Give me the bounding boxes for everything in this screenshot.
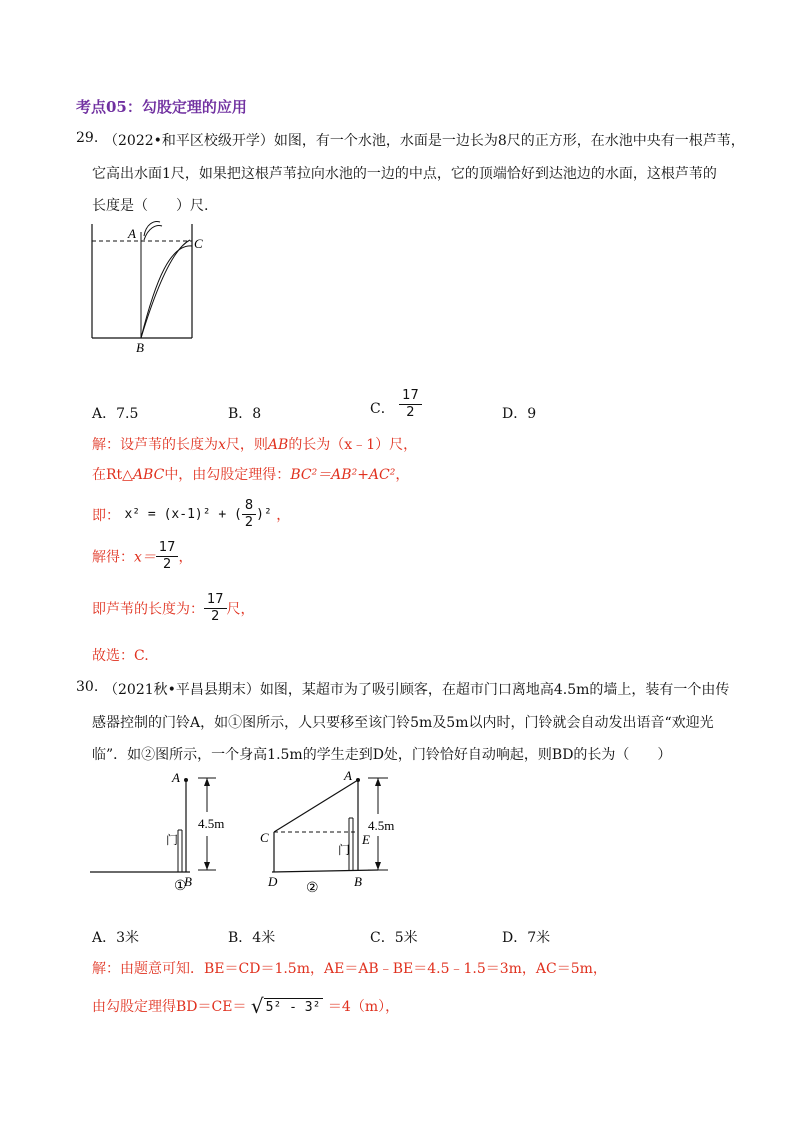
label: 解得： [92, 549, 134, 566]
label: 即： [92, 507, 120, 524]
option-b: B．8 [228, 406, 262, 422]
option-a: A．7.5 [92, 406, 139, 422]
solution-line-2 [92, 464, 409, 484]
text: ， [276, 507, 291, 524]
numerator: 17 [156, 540, 179, 557]
fraction [204, 592, 227, 625]
label-a: A [344, 768, 352, 783]
question-text-line: 长度是（ ）尺. [92, 198, 209, 214]
label-e: E [362, 832, 370, 847]
question-text-line: 它高出水面1尺，如果把这根芦苇拉向水池的一边的中点，它的顶端恰好到达池边的水面，这根芦苇的 [92, 166, 717, 182]
solution-line-2 [92, 996, 399, 1016]
option-a: A．3米 [92, 930, 140, 946]
figure-number: ① [174, 879, 187, 894]
text: 的长为（x﹣1）尺， [288, 437, 418, 453]
fraction [156, 540, 179, 573]
option-c: C．5米 [370, 930, 418, 946]
solution-line-4 [92, 540, 192, 573]
var-abc: ABC [132, 467, 165, 483]
text: 中，由勾股定理得： [164, 467, 291, 483]
var-ab: AB [267, 437, 289, 453]
question-number: 29. [76, 130, 99, 146]
text: 尺， [226, 601, 255, 618]
fraction [399, 388, 422, 421]
option-c [370, 388, 422, 421]
option-d: D．7米 [502, 930, 551, 946]
solution-line-1 [92, 434, 417, 454]
equation: BC²＝AB²+AC² [290, 467, 396, 483]
label-d: D [268, 874, 278, 889]
label-c: C [260, 830, 269, 845]
denominator: 2 [244, 515, 254, 530]
label-a: A [128, 226, 136, 241]
equation-left: x² = (x-1)² + ( [124, 507, 242, 522]
height-label: 4.5m [368, 818, 395, 833]
text: 在Rt△ [92, 467, 133, 483]
sqrt-sign: √ [250, 994, 264, 1018]
numerator: 17 [399, 388, 422, 405]
label-b: B [354, 874, 362, 889]
denominator: 2 [211, 609, 220, 624]
var-x: x [218, 437, 226, 453]
height-label: 4.5m [198, 816, 225, 831]
doorbell-figure-1 [86, 762, 236, 894]
equation-right: )² [256, 507, 272, 522]
question-text-line: （2021秋•平昌县期末）如图，某超市为了吸引顾客，在超市门口离地高4.5m的墙上，装有一个由传 [104, 682, 730, 698]
numerator: 17 [204, 592, 227, 609]
text: ， [178, 549, 193, 566]
doorbell-figure-2 [248, 762, 408, 896]
numerator: 8 [242, 498, 256, 515]
denominator: 2 [163, 557, 172, 572]
figure-number: ② [306, 881, 319, 896]
question-text-line: 感器控制的门铃A，如①图所示，人只要移至该门铃5m及5m以内时，门铃就会自动发出语音“欢迎光 [92, 715, 714, 731]
denominator: 2 [406, 405, 415, 420]
solution-line-6: 故选：C. [92, 648, 149, 664]
door-label: 门 [338, 843, 351, 857]
var-x: x＝ [134, 549, 156, 566]
text: ， [395, 467, 410, 483]
label-b: B [136, 340, 144, 354]
question-text-line: （2022•和平区校级开学）如图，有一个水池，水面是一边长为8尺的正方形，在水池中央有一根芦苇， [104, 133, 745, 149]
label-a: A [172, 770, 180, 785]
solution-line-3 [92, 498, 290, 531]
radicand: 5² - 3² [264, 998, 324, 1015]
door-label: 门 [166, 833, 179, 847]
text: 解：设芦苇的长度为 [92, 437, 218, 453]
solution-line-5 [92, 592, 255, 625]
label-c: C [194, 236, 203, 251]
label: 即芦苇的长度为： [92, 601, 204, 618]
solution-line-1: 解：由题意可知．BE＝CD＝1.5m，AE＝AB﹣BE＝4.5﹣1.5＝3m，AC＝5m， [92, 961, 607, 977]
text: ＝4（m）， [327, 999, 400, 1015]
pool-reed-figure [86, 218, 216, 354]
option-b: B．4米 [228, 930, 276, 946]
label-b: B [184, 874, 192, 889]
text: 由勾股定理得BD＝CE＝ [92, 999, 247, 1015]
question-text-line: 临”．如②图所示，一个身高1.5m的学生走到D处，门铃恰好自动响起，则BD的长为（ ） [92, 747, 672, 763]
option-d: D．9 [502, 406, 537, 422]
question-number: 30. [76, 679, 99, 695]
fraction [242, 498, 256, 531]
option-c-prefix: C． [370, 401, 395, 417]
text: 尺，则 [225, 437, 268, 453]
section-title: 考点05：勾股定理的应用 [76, 98, 247, 116]
